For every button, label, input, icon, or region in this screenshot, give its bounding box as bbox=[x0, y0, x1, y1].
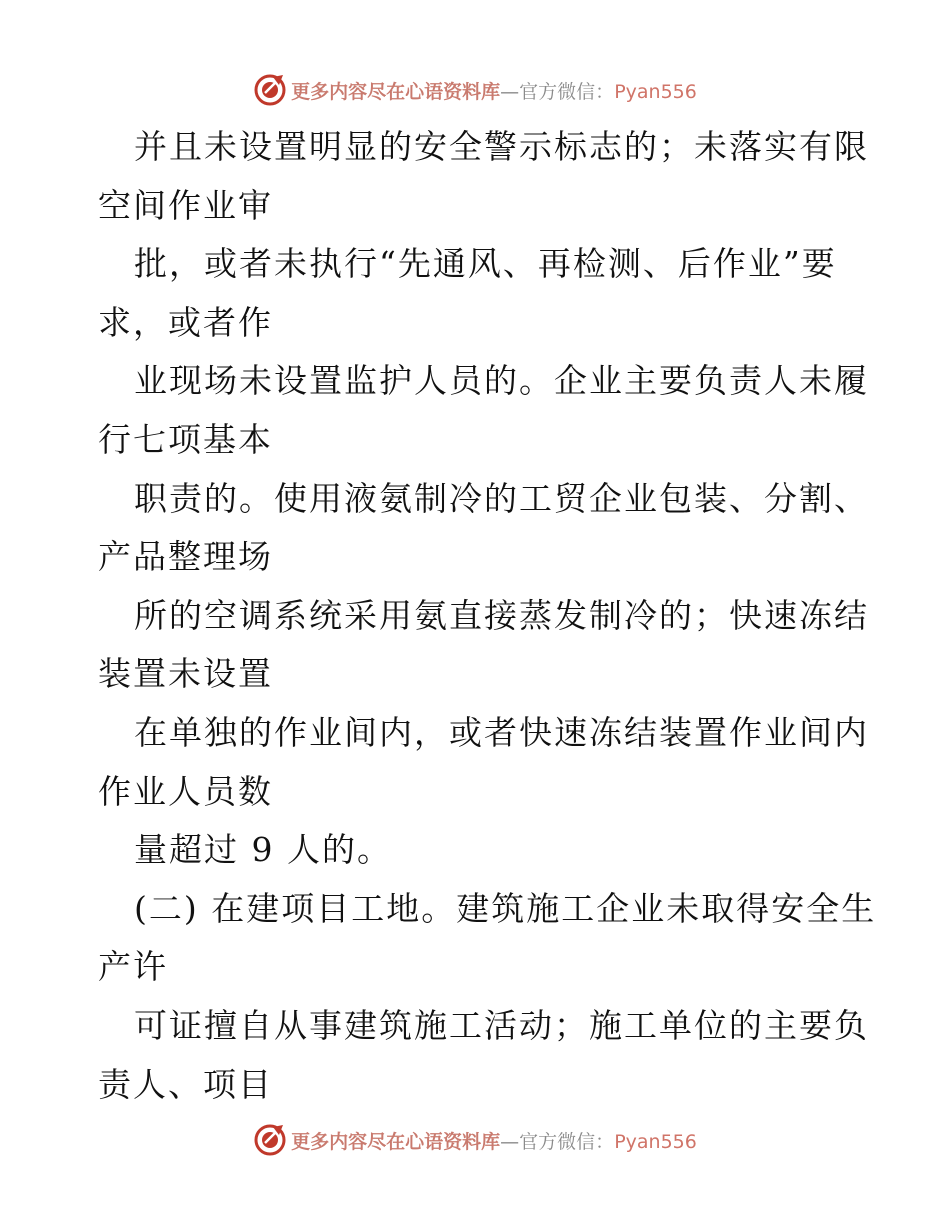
body-line: 所的空调系统采用氨直接蒸发制冷的；快速冻结 bbox=[134, 595, 869, 635]
header-wechat-id: Pyan556 bbox=[614, 80, 697, 103]
document-body bbox=[98, 118, 877, 1114]
body-line: 并且未设置明显的安全警示标志的；未落实有限 bbox=[134, 127, 869, 166]
footer-official-label: 官方微信： bbox=[519, 1130, 615, 1153]
header-dash: — bbox=[500, 80, 520, 103]
logo-icon bbox=[253, 73, 287, 107]
body-line: 职责的。使用液氨制冷的工贸企业包装、分割、 bbox=[134, 478, 869, 518]
header-official-label: 官方微信： bbox=[519, 80, 615, 103]
body-line: 批，或者未执行“先通风、再检测、后作业”要 bbox=[134, 244, 837, 284]
body-line: 产品整理场 bbox=[98, 537, 273, 577]
body-line: 责人、项目 bbox=[98, 1064, 273, 1104]
body-line: 在单独的作业间内，或者快速冻结装置作业间内 bbox=[134, 712, 869, 752]
body-line: 业现场未设置监护人员的。企业主要负责人未履 bbox=[134, 361, 869, 401]
body-line: 装置未设置 bbox=[98, 654, 273, 694]
header-banner bbox=[0, 70, 950, 110]
body-line: 作业人员数 bbox=[98, 771, 273, 811]
footer-banner bbox=[0, 1120, 950, 1160]
header-brand-text: 更多内容尽在心语资料库 bbox=[291, 80, 501, 103]
body-line: 产许 bbox=[98, 947, 168, 987]
body-line: 行七项基本 bbox=[98, 419, 273, 459]
logo-icon bbox=[253, 1123, 287, 1157]
footer-brand-text: 更多内容尽在心语资料库 bbox=[291, 1130, 501, 1153]
body-line: 可证擅自从事建筑施工活动；施工单位的主要负 bbox=[134, 1005, 869, 1045]
body-line: (二) 在建项目工地。建筑施工企业未取得安全生 bbox=[134, 888, 877, 928]
body-line: 量超过 9 人的。 bbox=[134, 830, 392, 870]
footer-wechat-id: Pyan556 bbox=[614, 1130, 697, 1153]
body-line: 求，或者作 bbox=[98, 302, 273, 342]
footer-dash: — bbox=[500, 1130, 520, 1153]
body-line: 空间作业审 bbox=[98, 185, 273, 225]
